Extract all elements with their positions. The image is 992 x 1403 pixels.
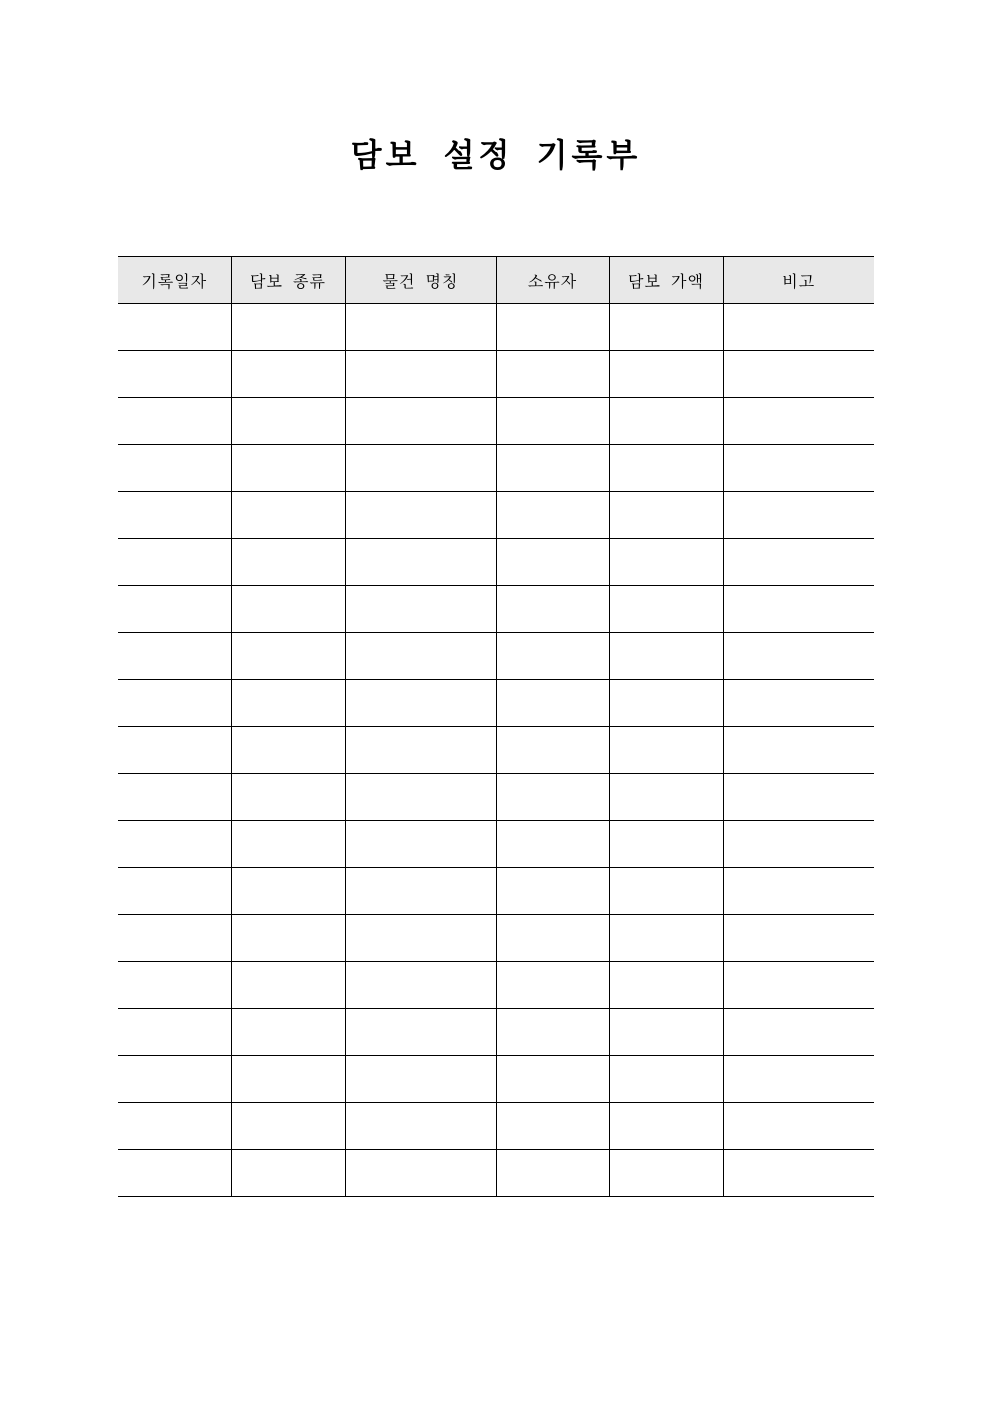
cell-collateral-value[interactable]: [609, 539, 723, 586]
cell-collateral-value[interactable]: [609, 1009, 723, 1056]
cell-item-name[interactable]: [345, 398, 496, 445]
cell-owner[interactable]: [496, 915, 609, 962]
cell-record-date[interactable]: [118, 962, 231, 1009]
cell-owner[interactable]: [496, 680, 609, 727]
table-row: [118, 633, 874, 680]
cell-collateral-type[interactable]: [231, 1056, 345, 1103]
cell-owner[interactable]: [496, 821, 609, 868]
cell-remarks[interactable]: [723, 1009, 874, 1056]
cell-collateral-type[interactable]: [231, 1009, 345, 1056]
table-row: [118, 1103, 874, 1150]
cell-item-name[interactable]: [345, 680, 496, 727]
table-row: [118, 351, 874, 398]
table-row: [118, 586, 874, 633]
cell-record-date[interactable]: [118, 351, 231, 398]
cell-collateral-value[interactable]: [609, 680, 723, 727]
cell-record-date[interactable]: [118, 539, 231, 586]
cell-remarks[interactable]: [723, 1056, 874, 1103]
table-row: [118, 539, 874, 586]
cell-item-name[interactable]: [345, 633, 496, 680]
table-header-row: [118, 257, 874, 304]
cell-item-name[interactable]: [345, 774, 496, 821]
cell-remarks[interactable]: [723, 1150, 874, 1197]
cell-remarks[interactable]: [723, 821, 874, 868]
cell-collateral-type[interactable]: [231, 821, 345, 868]
cell-collateral-value[interactable]: [609, 492, 723, 539]
cell-record-date[interactable]: [118, 1103, 231, 1150]
cell-collateral-value[interactable]: [609, 727, 723, 774]
cell-collateral-type[interactable]: [231, 1103, 345, 1150]
cell-collateral-value[interactable]: [609, 774, 723, 821]
cell-owner[interactable]: [496, 633, 609, 680]
cell-remarks[interactable]: [723, 774, 874, 821]
cell-record-date[interactable]: [118, 445, 231, 492]
table-row: [118, 962, 874, 1009]
table-row: [118, 1056, 874, 1103]
cell-owner[interactable]: [496, 445, 609, 492]
cell-owner[interactable]: [496, 774, 609, 821]
table-row: [118, 445, 874, 492]
cell-owner[interactable]: [496, 868, 609, 915]
cell-remarks[interactable]: [723, 1103, 874, 1150]
cell-remarks[interactable]: [723, 492, 874, 539]
cell-collateral-value[interactable]: [609, 633, 723, 680]
table-row: [118, 868, 874, 915]
cell-item-name[interactable]: [345, 304, 496, 351]
cell-owner[interactable]: [496, 962, 609, 1009]
cell-record-date[interactable]: [118, 821, 231, 868]
cell-remarks[interactable]: [723, 586, 874, 633]
cell-collateral-type[interactable]: [231, 915, 345, 962]
cell-item-name[interactable]: [345, 727, 496, 774]
cell-item-name[interactable]: [345, 1056, 496, 1103]
cell-collateral-type[interactable]: [231, 539, 345, 586]
cell-record-date[interactable]: [118, 1009, 231, 1056]
cell-owner[interactable]: [496, 1056, 609, 1103]
cell-record-date[interactable]: [118, 868, 231, 915]
cell-collateral-value[interactable]: [609, 304, 723, 351]
cell-collateral-type[interactable]: [231, 445, 345, 492]
cell-remarks[interactable]: [723, 915, 874, 962]
cell-collateral-value[interactable]: [609, 586, 723, 633]
column-header-remarks: 비고: [723, 257, 874, 304]
cell-remarks[interactable]: [723, 351, 874, 398]
cell-collateral-type[interactable]: [231, 398, 345, 445]
cell-collateral-value[interactable]: [609, 821, 723, 868]
table-row: [118, 492, 874, 539]
cell-collateral-value[interactable]: [609, 868, 723, 915]
cell-item-name[interactable]: [345, 1103, 496, 1150]
column-header-collateral-value: 담보 가액: [609, 257, 723, 304]
cell-remarks[interactable]: [723, 304, 874, 351]
table-row: [118, 680, 874, 727]
cell-item-name[interactable]: [345, 586, 496, 633]
cell-collateral-value[interactable]: [609, 1150, 723, 1197]
cell-record-date[interactable]: [118, 680, 231, 727]
cell-owner[interactable]: [496, 1150, 609, 1197]
column-header-item-name: 물건 명칭: [345, 257, 496, 304]
table-row: [118, 774, 874, 821]
cell-owner[interactable]: [496, 398, 609, 445]
cell-owner[interactable]: [496, 539, 609, 586]
cell-collateral-value[interactable]: [609, 398, 723, 445]
collateral-record-table: [118, 256, 874, 1197]
table-row: [118, 821, 874, 868]
table-row: [118, 304, 874, 351]
table-row: [118, 1150, 874, 1197]
table-row: [118, 1009, 874, 1056]
cell-owner[interactable]: [496, 304, 609, 351]
cell-record-date[interactable]: [118, 492, 231, 539]
cell-collateral-type[interactable]: [231, 774, 345, 821]
cell-record-date[interactable]: [118, 915, 231, 962]
cell-collateral-type[interactable]: [231, 868, 345, 915]
cell-remarks[interactable]: [723, 962, 874, 1009]
cell-collateral-type[interactable]: [231, 351, 345, 398]
table-body: [118, 304, 874, 1197]
cell-item-name[interactable]: [345, 868, 496, 915]
cell-collateral-value[interactable]: [609, 351, 723, 398]
cell-collateral-value[interactable]: [609, 962, 723, 1009]
cell-collateral-type[interactable]: [231, 1150, 345, 1197]
cell-item-name[interactable]: [345, 821, 496, 868]
cell-owner[interactable]: [496, 1103, 609, 1150]
cell-item-name[interactable]: [345, 915, 496, 962]
cell-item-name[interactable]: [345, 492, 496, 539]
cell-record-date[interactable]: [118, 1056, 231, 1103]
cell-record-date[interactable]: [118, 727, 231, 774]
cell-record-date[interactable]: [118, 304, 231, 351]
cell-record-date[interactable]: [118, 398, 231, 445]
column-header-collateral-type: 담보 종류: [231, 257, 345, 304]
table-row: [118, 398, 874, 445]
cell-record-date[interactable]: [118, 586, 231, 633]
cell-owner[interactable]: [496, 586, 609, 633]
cell-collateral-type[interactable]: [231, 633, 345, 680]
cell-collateral-value[interactable]: [609, 445, 723, 492]
table-row: [118, 915, 874, 962]
cell-remarks[interactable]: [723, 868, 874, 915]
cell-collateral-type[interactable]: [231, 586, 345, 633]
cell-record-date[interactable]: [118, 774, 231, 821]
cell-collateral-value[interactable]: [609, 1103, 723, 1150]
cell-remarks[interactable]: [723, 727, 874, 774]
cell-collateral-type[interactable]: [231, 492, 345, 539]
cell-collateral-type[interactable]: [231, 680, 345, 727]
cell-item-name[interactable]: [345, 1150, 496, 1197]
cell-collateral-value[interactable]: [609, 1056, 723, 1103]
column-header-owner: 소유자: [496, 257, 609, 304]
cell-item-name[interactable]: [345, 445, 496, 492]
cell-collateral-type[interactable]: [231, 304, 345, 351]
cell-owner[interactable]: [496, 492, 609, 539]
cell-remarks[interactable]: [723, 680, 874, 727]
table-row: [118, 727, 874, 774]
cell-record-date[interactable]: [118, 633, 231, 680]
cell-owner[interactable]: [496, 351, 609, 398]
document-title: 담보 설정 기록부: [350, 136, 642, 174]
cell-remarks[interactable]: [723, 398, 874, 445]
cell-item-name[interactable]: [345, 539, 496, 586]
cell-item-name[interactable]: [345, 351, 496, 398]
column-header-record-date: 기록일자: [118, 257, 231, 304]
cell-item-name[interactable]: [345, 1009, 496, 1056]
cell-remarks[interactable]: [723, 633, 874, 680]
cell-item-name[interactable]: [345, 962, 496, 1009]
cell-remarks[interactable]: [723, 445, 874, 492]
cell-record-date[interactable]: [118, 1150, 231, 1197]
cell-collateral-type[interactable]: [231, 962, 345, 1009]
cell-collateral-type[interactable]: [231, 727, 345, 774]
cell-collateral-value[interactable]: [609, 915, 723, 962]
cell-owner[interactable]: [496, 1009, 609, 1056]
cell-owner[interactable]: [496, 727, 609, 774]
cell-remarks[interactable]: [723, 539, 874, 586]
